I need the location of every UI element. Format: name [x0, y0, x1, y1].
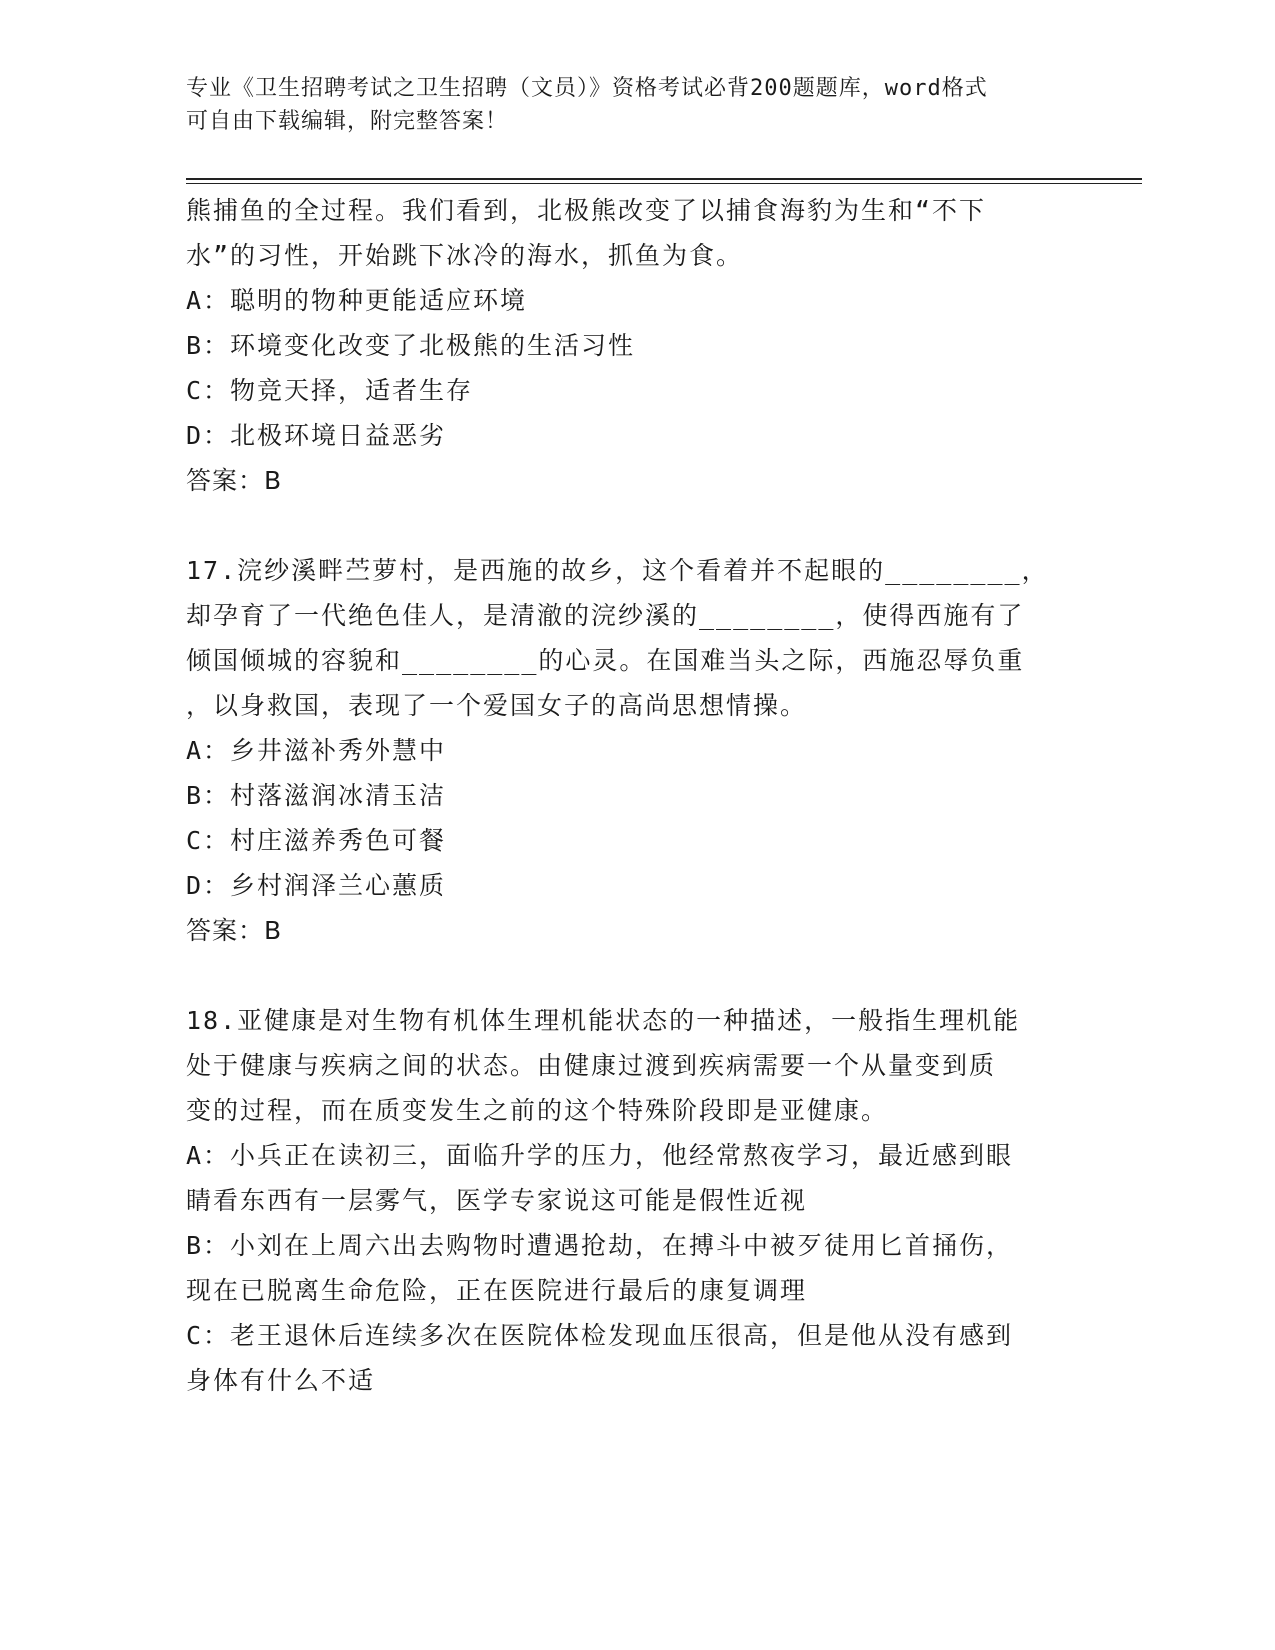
option-a: A：聪明的物种更能适应环境	[186, 286, 528, 315]
option-b: B：村落滋润冰清玉洁	[186, 781, 447, 810]
document-header	[186, 72, 1086, 138]
question-content	[186, 188, 1086, 1403]
option-b: B：环境变化改变了北极熊的生活习性	[186, 331, 636, 360]
question-stem-line: 水”的习性，开始跳下冰冷的海水，抓鱼为食。	[186, 241, 744, 270]
option-a: A：小兵正在读初三，面临升学的压力，他经常熬夜学习，最近感到眼	[186, 1141, 1014, 1170]
question-stem-line: 变的过程，而在质变发生之前的这个特殊阶段即是亚健康。	[186, 1096, 889, 1125]
option-c: C：物竞天择，适者生存	[186, 376, 474, 405]
header-divider-thin	[186, 183, 1142, 184]
question-17	[186, 548, 1086, 953]
question-stem-line: 熊捕鱼的全过程。我们看到，北极熊改变了以捕食海豹为生和“不下	[186, 196, 987, 225]
question-stem-line: 17.浣纱溪畔苎萝村，是西施的故乡，这个看着并不起眼的________，	[186, 556, 1049, 585]
question-stem-line: 却孕育了一代绝色佳人，是清澈的浣纱溪的________，使得西施有了	[186, 601, 1025, 630]
option-c-continued: 身体有什么不适	[186, 1366, 376, 1395]
option-c: C：村庄滋养秀色可餐	[186, 826, 447, 855]
question-stem-line: 处于健康与疾病之间的状态。由健康过渡到疾病需要一个从量变到质	[186, 1051, 997, 1080]
option-d: D：乡村润泽兰心蕙质	[186, 871, 447, 900]
question-18	[186, 998, 1086, 1403]
option-b-continued: 现在已脱离生命危险，正在医院进行最后的康复调理	[186, 1276, 808, 1305]
header-title-line-1: 专业《卫生招聘考试之卫生招聘（文员）》资格考试必背200题题库，word格式	[186, 76, 988, 101]
header-title-line-2: 可自由下载编辑，附完整答案！	[186, 109, 509, 134]
question-stem-line: ，以身救国，表现了一个爱国女子的高尚思想情操。	[186, 691, 808, 720]
header-divider-thick	[186, 178, 1142, 180]
option-c: C：老王退休后连续多次在医院体检发现血压很高，但是他从没有感到	[186, 1321, 1014, 1350]
question-stem-line: 18.亚健康是对生物有机体生理机能状态的一种描述，一般指生理机能	[186, 1006, 1021, 1035]
option-b: B：小刘在上周六出去购物时遭遇抢劫，在搏斗中被歹徒用匕首捅伤，	[186, 1231, 1014, 1260]
answer: 答案：B	[186, 916, 283, 945]
question-stem-line: 倾国倾城的容貌和________的心灵。在国难当头之际，西施忍辱负重	[186, 646, 1025, 675]
option-a: A：乡井滋补秀外慧中	[186, 736, 447, 765]
spacer	[186, 503, 1086, 548]
question-16	[186, 188, 1086, 503]
option-d: D：北极环境日益恶劣	[186, 421, 447, 450]
answer: 答案：B	[186, 466, 283, 495]
spacer	[186, 953, 1086, 998]
option-a-continued: 睛看东西有一层雾气，医学专家说这可能是假性近视	[186, 1186, 808, 1215]
